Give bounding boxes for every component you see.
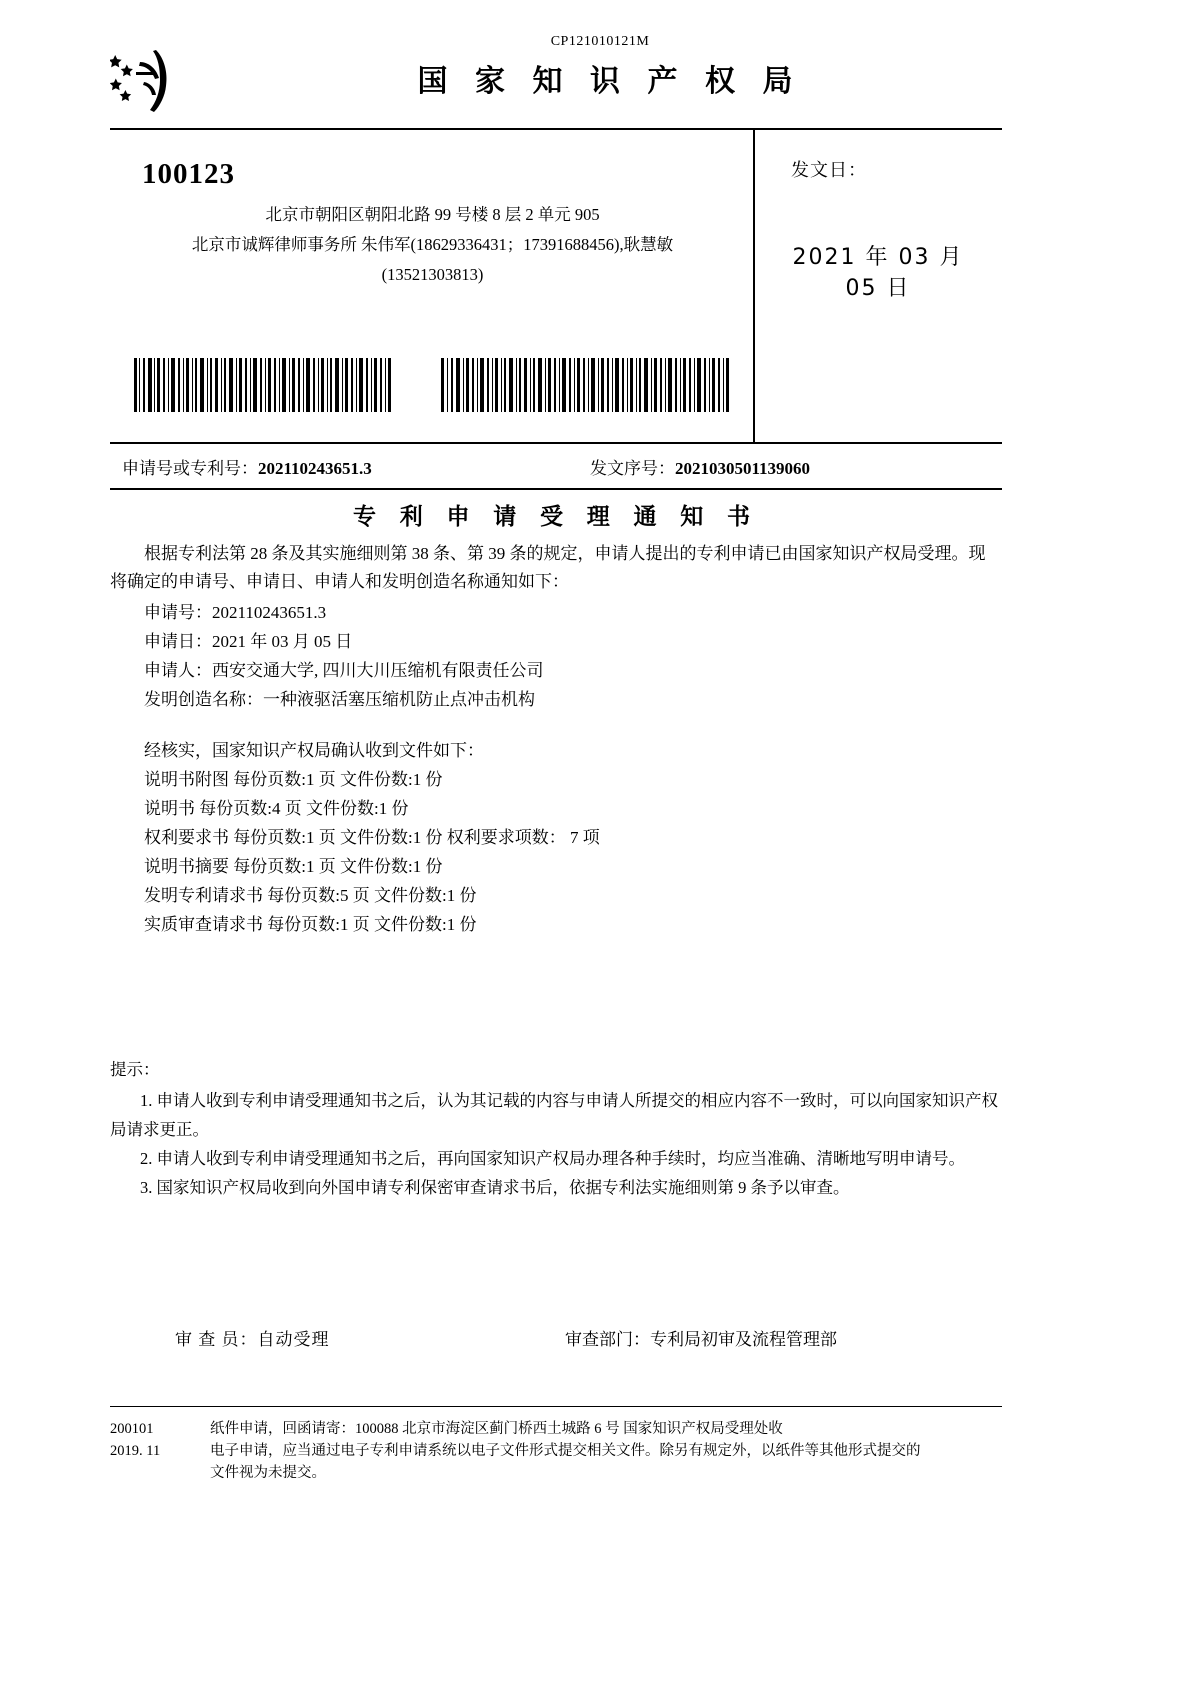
address-line-1: 北京市朝阳区朝阳北路 99 号楼 8 层 2 单元 905 — [265, 205, 600, 224]
footer-code-1: 200101 — [110, 1421, 154, 1437]
footer-line-3: 文件视为未提交。 — [210, 1465, 326, 1481]
department-value: 专利局初审及流程管理部 — [650, 1330, 837, 1349]
cnipa-emblem-icon — [110, 48, 196, 114]
barcode-application-number — [134, 358, 392, 417]
serial-number-field — [590, 454, 810, 479]
notice-title: 专 利 申 请 受 理 通 知 书 — [353, 504, 759, 529]
address-and-issue-box — [110, 128, 1002, 490]
received-documents-list — [110, 736, 1002, 939]
postcode: 100123 — [142, 158, 235, 190]
list-item: 权利要求书 每份页数:1 页 文件份数:1 份 权利要求项数： 7 项 — [144, 828, 600, 847]
department-field — [565, 1325, 837, 1350]
list-item: 说明书附图 每份页数:1 页 文件份数:1 份 — [144, 770, 443, 789]
list-item: 申请日：2021 年 03 月 05 日 — [144, 632, 353, 651]
footer-line-1: 纸件申请，回函请寄：100088 北京市海淀区蓟门桥西土城路 6 号 国家知识产权局受理处收 — [210, 1421, 783, 1437]
issue-date-value: 2021 年 03 月 05 日 — [792, 245, 964, 301]
list-item: 实质审查请求书 每份页数:1 页 文件份数:1 份 — [144, 915, 477, 934]
tips-heading: 提示： — [110, 1060, 160, 1079]
barcode-area — [110, 358, 755, 417]
document-code: CP121010121M — [550, 34, 650, 49]
list-item: 发明创造名称：一种液驱活塞压缩机防止点冲击机构 — [144, 690, 535, 709]
page-title: 国 家 知 识 产 权 局 — [417, 65, 803, 98]
department-label: 审查部门： — [565, 1330, 650, 1349]
issue-date-label: 发文日： — [791, 160, 867, 180]
document-header — [110, 48, 1090, 120]
addressee-panel — [110, 130, 755, 442]
spacer — [110, 714, 1002, 736]
tip-item-2: 2. 申请人收到专利申请受理通知书之后，再向国家知识产权局办理各种手续时，均应当准确、清晰地写明申请号。 — [140, 1149, 965, 1168]
barcode-serial-number — [441, 358, 731, 417]
list-item: 说明书 每份页数:4 页 文件份数:1 份 — [144, 799, 409, 818]
body-paragraph-1: 根据专利法第 28 条及其实施细则第 38 条、第 39 条的规定，申请人提出的专利申请已由国家知识产权局受理。现将确定的申请号、申请日、申请人和发明创造名称通知如下： — [110, 544, 986, 591]
address-line-3: (13521303813) — [381, 265, 484, 284]
tips-section — [110, 1055, 1002, 1202]
notice-body — [110, 540, 1002, 939]
issue-date-panel — [755, 130, 1002, 442]
serial-number-value: 2021030501139060 — [675, 458, 811, 478]
list-item: 申请号：202110243651.3 — [144, 603, 327, 622]
examiner-label: 审 查 员： — [175, 1330, 258, 1349]
tip-item-3: 3. 国家知识产权局收到向外国申请专利保密审查请求书后，依据专利法实施细则第 9 条予以审查。 — [140, 1178, 850, 1197]
application-number-field — [122, 454, 372, 479]
list-item: 发明专利请求书 每份页数:5 页 文件份数:1 份 — [144, 886, 477, 905]
numbers-row — [110, 442, 1002, 488]
tip-item-1: 1. 申请人收到专利申请受理通知书之后，认为其记载的内容与申请人所提交的相应内容不一致时，可以向国家知识产权局请求更正。 — [110, 1091, 998, 1139]
address-line-2: 北京市诚辉律师事务所 朱伟军(18629336431；17391688456),耿慧敏 — [191, 235, 674, 254]
addressee-address — [110, 200, 755, 290]
footer-line-2: 电子申请，应当通过电子专利申请系统以电子文件形式提交相关文件。除另有规定外，以纸件等其他形式提交的 — [210, 1443, 921, 1459]
footer-section — [110, 1418, 1002, 1484]
list-item: 说明书摘要 每份页数:1 页 文件份数:1 份 — [144, 857, 443, 876]
received-documents-intro: 经核实，国家知识产权局确认收到文件如下： — [144, 741, 484, 760]
examiner-value: 自动受理 — [257, 1330, 330, 1349]
examiner-field — [175, 1325, 330, 1350]
application-fields-list — [110, 598, 1002, 714]
footer-divider — [110, 1406, 1002, 1407]
application-number-label: 申请号或专利号： — [122, 458, 258, 478]
serial-number-label: 发文序号： — [590, 458, 675, 478]
footer-code-2: 2019. 11 — [110, 1443, 161, 1459]
application-number-value: 202110243651.3 — [258, 458, 372, 478]
list-item: 申请人：西安交通大学, 四川大川压缩机有限责任公司 — [144, 661, 544, 680]
